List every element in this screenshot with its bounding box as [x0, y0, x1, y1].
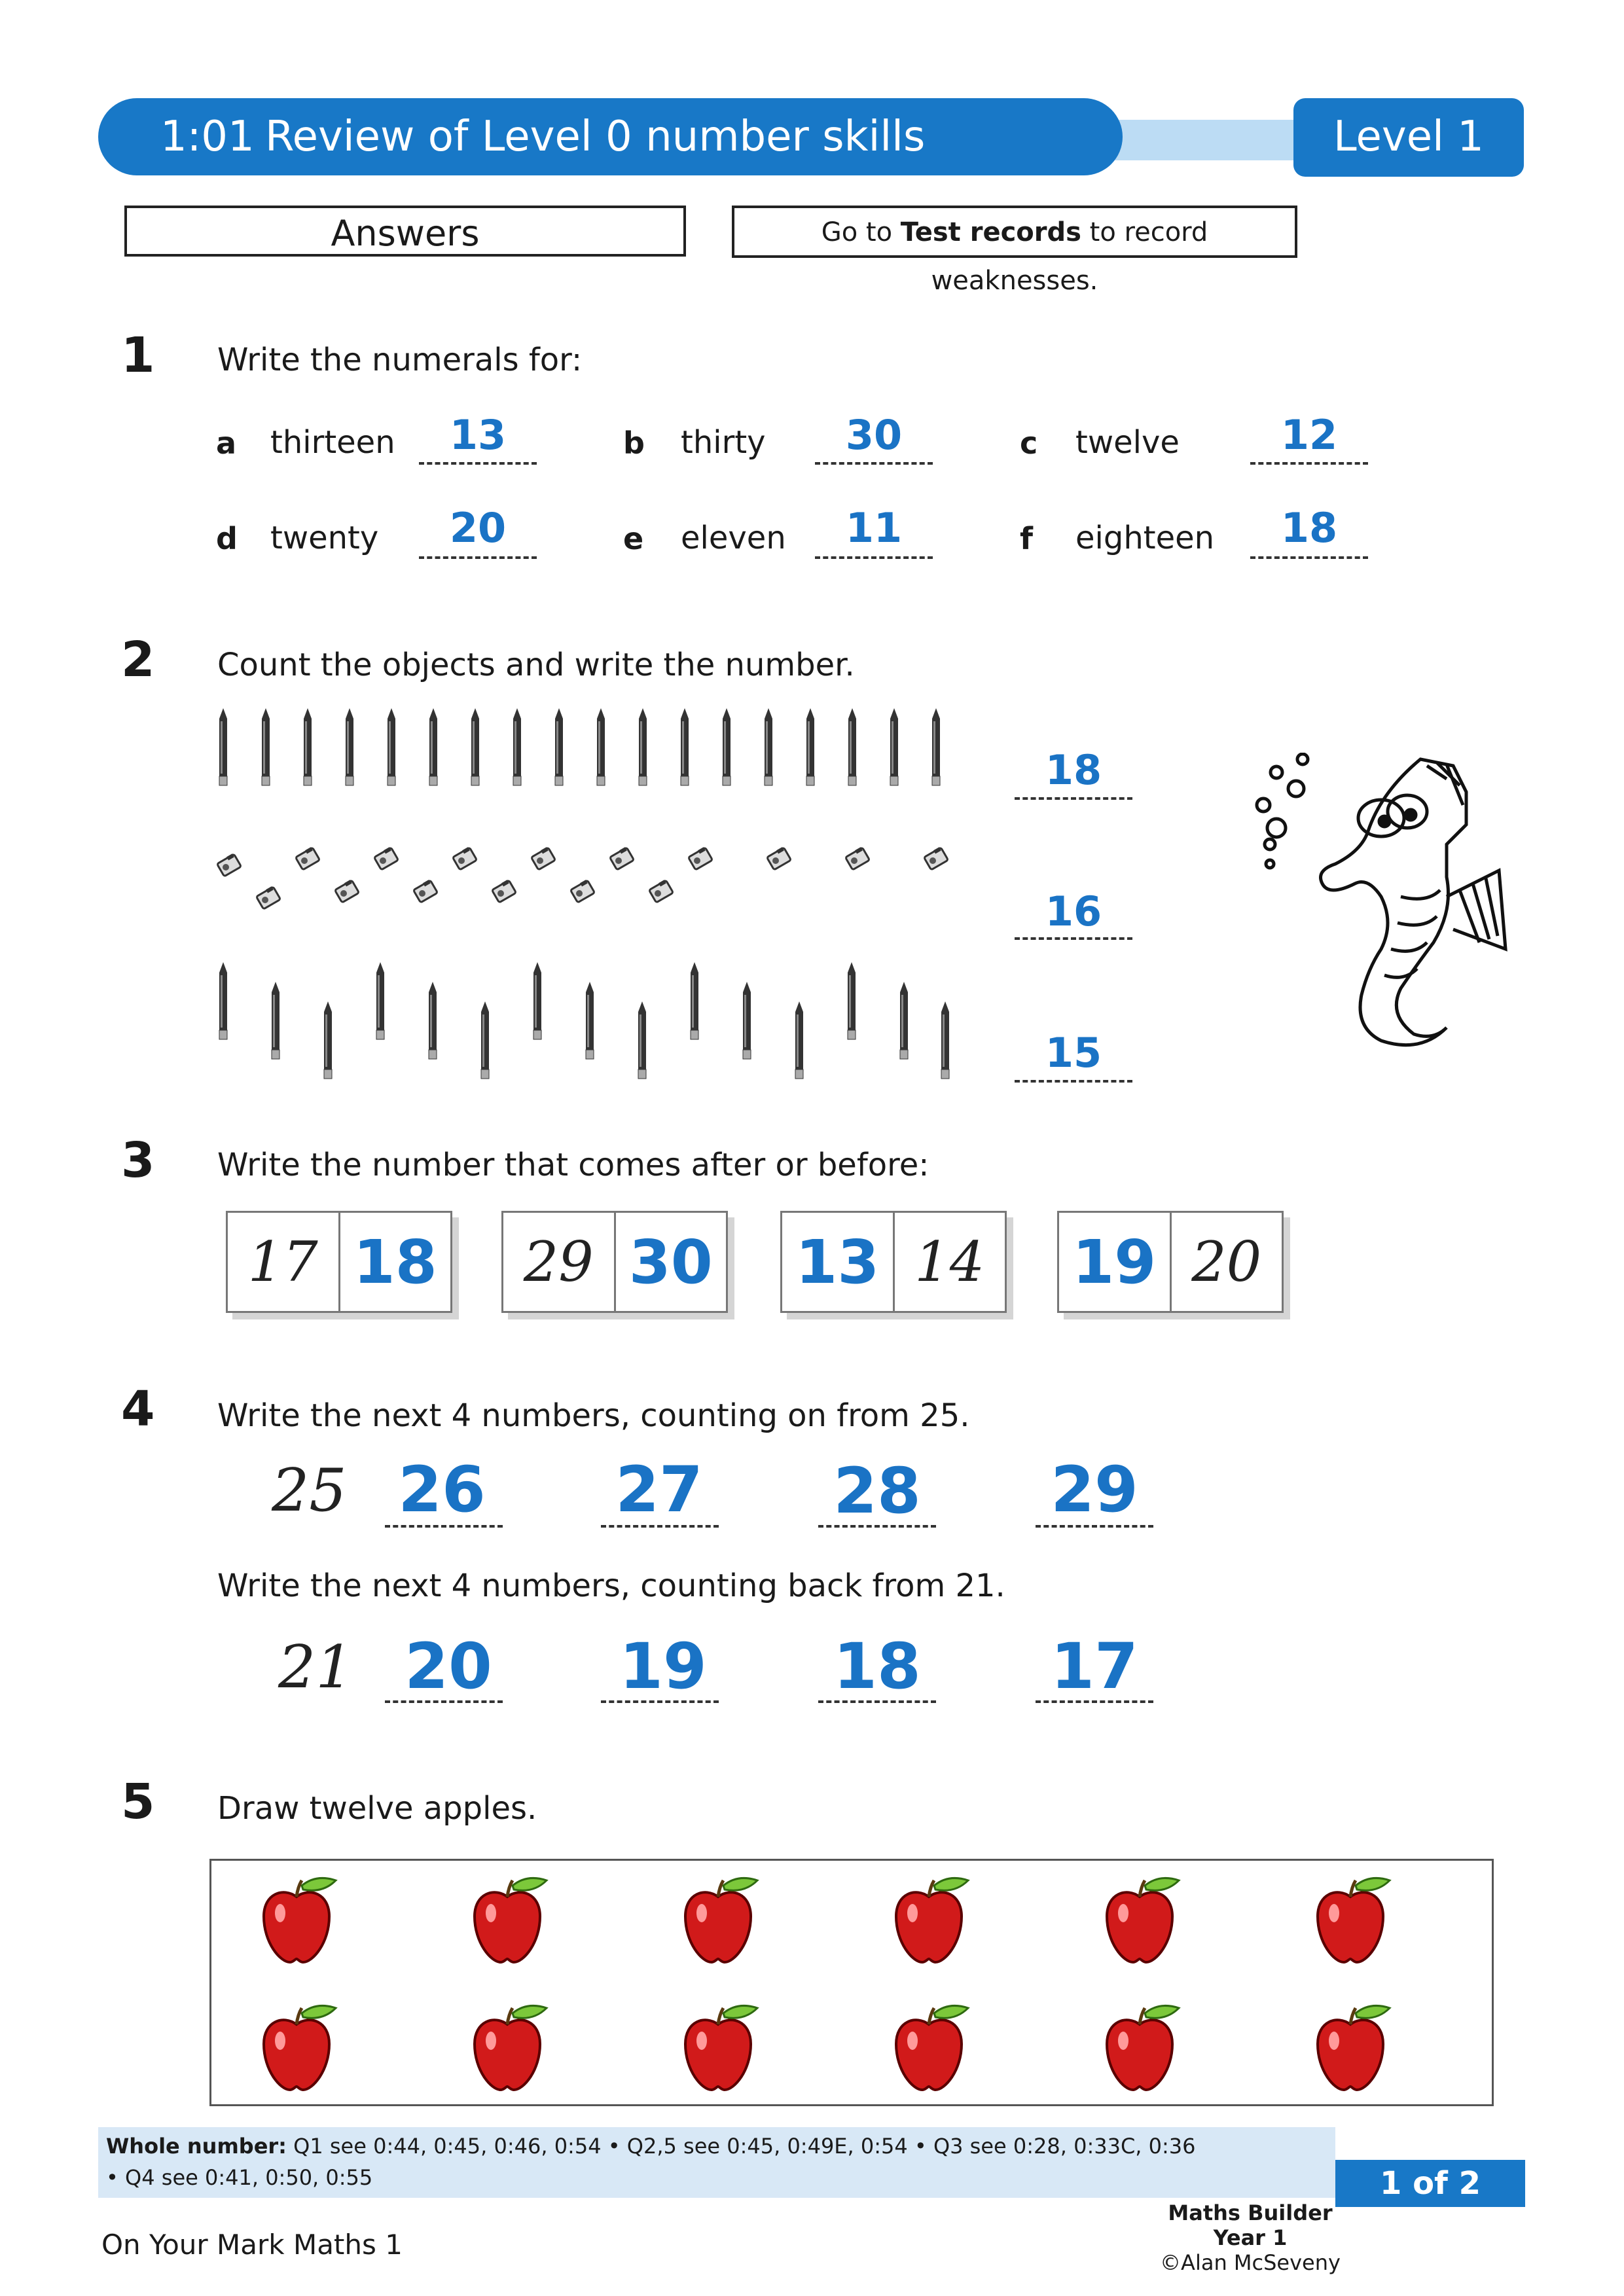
apple-icon: [1107, 2005, 1179, 2090]
answer-blank: [601, 1525, 719, 1528]
question-number-3: 3: [121, 1132, 155, 1189]
seahorse-illustration: [1250, 753, 1525, 1067]
answer-blank: [818, 1525, 936, 1528]
apples: [211, 1861, 1492, 2104]
start-number: 25: [272, 1456, 347, 1525]
apple-drawing-box: [209, 1859, 1494, 2106]
apple-icon: [475, 1878, 547, 1962]
answer-blank: [818, 1700, 936, 1703]
answer-number: 13: [782, 1213, 895, 1311]
answer-blank: [1015, 797, 1132, 800]
q5-prompt: Draw twelve apples.: [217, 1790, 537, 1827]
title-banner: [98, 98, 1123, 175]
page-indicator: 1 of 2: [1335, 2160, 1525, 2207]
apple-icon: [1318, 2005, 1390, 2090]
count-answer: 28: [833, 1454, 921, 1528]
answer-blank: [601, 1700, 719, 1703]
q2-prompt: Count the objects and write the number.: [217, 647, 855, 683]
note-prefix: Go to: [821, 217, 901, 247]
q2-objects: [209, 707, 982, 1086]
q2-answer: 16: [1045, 888, 1102, 935]
answer-number: 18: [353, 1227, 437, 1297]
question-number-2: 2: [121, 632, 155, 688]
footer-references: [98, 2127, 1335, 2198]
question-number-5: 5: [121, 1774, 155, 1830]
question-number-4: 4: [121, 1381, 155, 1437]
apple-grid: [264, 1878, 1390, 2090]
answers-label: Answers: [124, 206, 686, 257]
answer-number: 19: [1059, 1213, 1172, 1311]
answer-blank: [1250, 462, 1368, 465]
footer-line-1: [106, 2134, 1195, 2159]
note-suffix: to record weaknesses.: [931, 217, 1208, 296]
book-info: [1142, 2200, 1358, 2275]
q1-word: thirty: [681, 424, 766, 461]
answer-blank: [1036, 1700, 1153, 1703]
count-answer: 18: [833, 1630, 921, 1703]
q1-answer: 18: [1280, 504, 1338, 552]
answer-blank: [1250, 556, 1368, 559]
apple-icon: [475, 2005, 547, 2090]
whole-number-label: Whole number:: [106, 2134, 287, 2159]
apple-icon: [896, 2005, 968, 2090]
answer-blank: [1036, 1525, 1153, 1528]
reference-line-1: Q1 see 0:44, 0:45, 0:46, 0:54 • Q2,5 see 0:45, 0:49E, 0:54 • Q3 see 0:28, 0:33C, 0:36: [286, 2134, 1196, 2159]
q1-word: twelve: [1075, 424, 1180, 461]
book-title: On Your Mark Maths 1: [101, 2229, 403, 2261]
q1-answer: 30: [845, 411, 903, 459]
q1-word: twenty: [270, 520, 379, 556]
q4-prompt-back: Write the next 4 numbers, counting back from 21.: [217, 1568, 1005, 1604]
pencil-row-3: [219, 962, 949, 1079]
q2-answer: 15: [1045, 1029, 1102, 1077]
apple-icon: [685, 2005, 757, 2090]
q1-answer: 12: [1280, 411, 1338, 459]
given-number: 14: [914, 1230, 985, 1294]
q2-answer: 18: [1045, 746, 1102, 794]
answer-blank: [1015, 1080, 1132, 1083]
pencil-row-1: [219, 708, 940, 785]
q1-answer: 20: [449, 504, 507, 552]
number-box: [780, 1211, 1007, 1313]
q1-letter: c: [1020, 425, 1038, 461]
answer-blank: [419, 462, 537, 465]
count-answer: 29: [1051, 1453, 1138, 1526]
answer-number: 30: [628, 1227, 713, 1297]
q4-prompt-on: Write the next 4 numbers, counting on from 25.: [217, 1397, 970, 1434]
apple-icon: [264, 2005, 336, 2090]
title-bar-extension: [1106, 120, 1303, 160]
note-bold: Test records: [900, 217, 1081, 247]
count-answer: 20: [405, 1630, 492, 1703]
apple-icon: [896, 1878, 968, 1962]
number-box: [501, 1211, 728, 1313]
section-number: 1:01: [160, 113, 255, 161]
q1-letter: a: [216, 425, 237, 461]
q1-answer: 11: [845, 504, 903, 552]
given-number: 17: [228, 1213, 340, 1311]
answer-blank: [419, 556, 537, 559]
apple-icon: [1107, 1878, 1179, 1962]
answer-blank: [1015, 937, 1132, 940]
q1-word: thirteen: [270, 424, 395, 461]
count-answer: 26: [398, 1453, 486, 1526]
count-answer: 17: [1051, 1630, 1138, 1703]
answer-blank: [385, 1525, 503, 1528]
q1-word: eleven: [681, 520, 786, 556]
q1-word: eighteen: [1075, 520, 1215, 556]
number-box: [1057, 1211, 1284, 1313]
reference-line-2: • Q4 see 0:41, 0:50, 0:55: [106, 2165, 373, 2190]
book-series: Maths Builder Year 1: [1168, 2200, 1333, 2250]
answer-blank: [815, 556, 933, 559]
given-number: 29: [503, 1213, 616, 1311]
answer-blank: [385, 1700, 503, 1703]
apple-icon: [1318, 1878, 1390, 1962]
q1-letter: b: [623, 425, 645, 461]
page-title: Review of Level 0 number skills: [265, 113, 926, 161]
q1-letter: f: [1020, 521, 1034, 556]
number-box: [226, 1211, 452, 1313]
level-badge: Level 1: [1293, 98, 1524, 177]
count-answer: 19: [619, 1630, 707, 1703]
apple-icon: [264, 1878, 336, 1962]
question-number-1: 1: [121, 327, 155, 384]
count-answer: 27: [615, 1453, 703, 1526]
test-records-note: [732, 206, 1297, 296]
copyright: ©Alan McSeveny: [1160, 2250, 1341, 2275]
given-number: 20: [1191, 1230, 1262, 1294]
start-number: 21: [278, 1633, 353, 1702]
q1-letter: d: [216, 521, 238, 556]
apple-icon: [685, 1878, 757, 1962]
answer-blank: [815, 462, 933, 465]
q1-prompt: Write the numerals for:: [217, 342, 583, 378]
q1-letter: e: [623, 521, 644, 556]
sharpener-row: [217, 847, 948, 909]
q1-answer: 13: [449, 411, 507, 459]
q3-prompt: Write the number that comes after or before:: [217, 1147, 929, 1183]
